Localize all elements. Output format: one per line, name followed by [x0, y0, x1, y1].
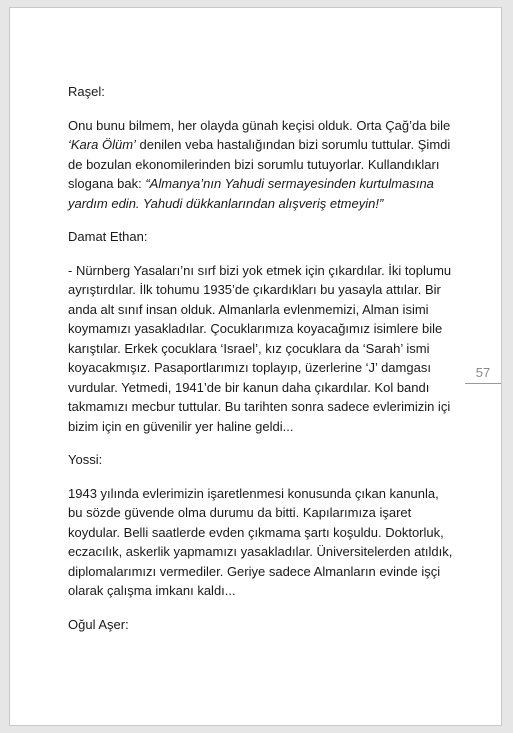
italic-quote: “Almanya’nın Yahudi sermayesinden kurtulmasına yardım edin. Yahudi dükkanlarından alışveriş etmeyin!” [68, 176, 434, 211]
speaker-name-rasel: Raşel: [68, 84, 105, 99]
speaker-name-damat-ethan: Damat Ethan: [68, 229, 148, 244]
page-body [68, 82, 453, 648]
page-number: 57 [465, 365, 501, 384]
italic-phrase: ‘Kara Ölüm’ [68, 137, 136, 152]
paragraph-text: Onu bunu bilmem, her olayda günah keçisi olduk. Orta Çağ’da bile [68, 117, 451, 133]
paragraph-rasel [68, 116, 453, 214]
speaker-name-ogul-aser: Oğul Aşer: [68, 616, 129, 632]
paragraph-text: denilen veba hastalığından bizi sorumlu tuttular. Şimdi de bozulan ekonomilerinden bizi sorumlu tutuyorlar. Kullandıkları slogana bak: [68, 137, 451, 191]
paragraph-yossi: 1943 yılında evlerimizin işaretlenmesi konusunda çıkan kanunla, bu sözde güvende olma durumu da bitti. Kapılarımıza işaret koydular. Belli saatlerde evden çıkmama şartı koşuldu. Doktorluk, eczacılık, askerlik yapmamızı yasakladılar. Üniversitelerden atıldık, diplomalarımızı vermediler. Geriye sadece Almanların evinde işçi olarak çalışma imkanı kaldı... [68, 485, 453, 598]
speaker-name-yossi: Yossi: [68, 452, 103, 467]
document-page [9, 7, 502, 726]
paragraph-damat-ethan: - Nürnberg Yasaları’nı sırf bizi yok etmek için çıkardılar. İki toplumu ayrıştırdılar. İlk tohumu 1935’de çıkardıkları bu yasayla attılar. Bir anda alt sınıf insan olduk. Almanlarla evlenmemizi, Alman isimi koymamızı yasakladılar. Çocuklarımıza koyacağımız isimlere bile karıştılar. Erkek çocuklara ‘Israel’, kız çocuklara da ‘Sarah’ ismi koyacakmışız. Pasaportlarımızı toplayıp, üzerlerine ‘J’ damgası vurdular. Yetmedi, 1941’de bir kanun daha çıkardılar. Kol bandı takmamızı mecbur tuttular. Bu tarihten sonra sadece evlerimizin içi bizim için en güvenilir yer haline geldi... [68, 262, 452, 434]
